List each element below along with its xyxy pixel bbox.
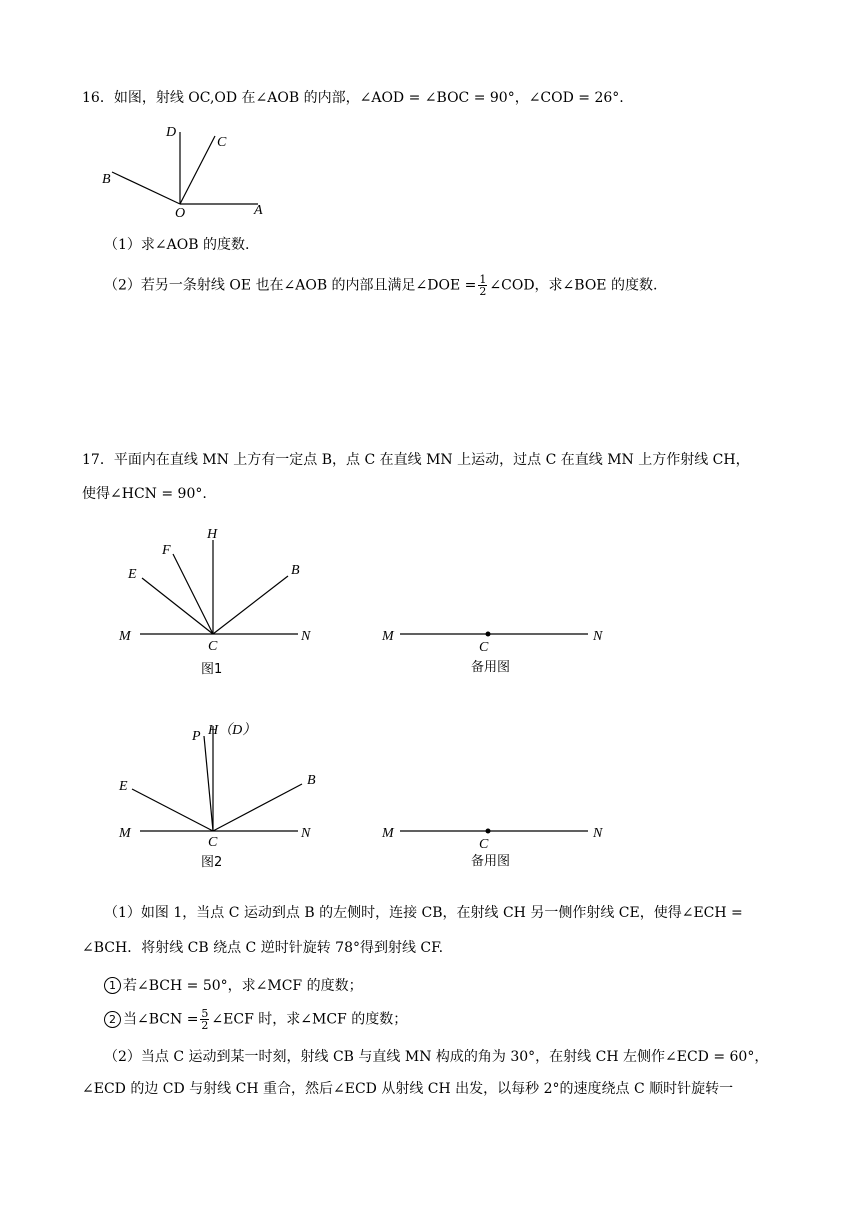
caption-fig2: 图2 (201, 855, 223, 870)
label-c: C (208, 639, 218, 654)
label-m: M (382, 629, 394, 644)
ray-ce (142, 578, 213, 634)
q17-figure1 (112, 520, 322, 680)
q16-part2-a: （2）若另一条射线 OE 也在∠AOB 的内部且满足∠DOE = (104, 277, 477, 294)
q17-sub2-b: ∠ECF 时，求∠MCF 的度数； (211, 1011, 408, 1028)
q16-stem: 16．如图，射线 OC,OD 在∠AOB 的内部，∠AOD = ∠BOC = 90°，∠COD = 26°. (82, 90, 624, 106)
circled-number-2: 2 (104, 1011, 121, 1028)
label-d: D (166, 125, 177, 140)
ray-cf (173, 554, 213, 634)
point-c (486, 829, 491, 834)
q17-p1-line1: （1）如图 1，当点 C 运动到点 B 的左侧时，连接 CB，在射线 CH 另一侧作射线 CE，使得∠ECH = (104, 905, 743, 921)
label-m: M (382, 826, 394, 841)
fraction-num: 1 (479, 273, 487, 286)
q17-sub1-text: 若∠BCH = 50°，求∠MCF 的度数； (123, 978, 363, 994)
label-o: O (175, 206, 186, 221)
q17-spare2 (378, 817, 618, 877)
label-n: N (301, 629, 311, 644)
ray-oc (180, 136, 215, 204)
point-c (486, 632, 491, 637)
label-h: H (207, 527, 218, 542)
label-hd: H（D） (208, 723, 257, 738)
label-m: M (119, 826, 131, 841)
label-c: C (208, 835, 218, 850)
ray-ob (112, 172, 180, 204)
label-a: A (254, 203, 263, 218)
q17-p2-line1: （2）当点 C 运动到某一时刻，射线 CB 与直线 MN 构成的角为 30°，在射线 CH 左侧作∠ECD = 60°， (104, 1049, 769, 1065)
q17-figure2 (112, 716, 322, 876)
ray-cb (213, 784, 302, 831)
label-n: N (593, 826, 603, 841)
q17-stem-line1: 17．平面内在直线 MN 上方有一定点 B，点 C 在直线 MN 上运动，过点 C 在直线 MN 上方作射线 CH， (82, 452, 750, 468)
label-n: N (301, 826, 311, 841)
q17-spare1 (378, 620, 618, 680)
label-f: F (162, 543, 171, 558)
q17-sub2-a: 当∠BCN = (123, 1011, 199, 1028)
ray-ce (132, 789, 213, 831)
caption-fig1: 图1 (201, 662, 223, 677)
fraction-half (478, 274, 487, 297)
label-n: N (593, 629, 603, 644)
caption-spare2: 备用图 (471, 854, 511, 869)
ray-cb (213, 576, 288, 634)
label-c: C (479, 837, 489, 852)
q17-stem-line2: 使得∠HCN = 90°. (82, 486, 207, 502)
q17-p2-line2: ∠ECD 的边 CD 与射线 CH 重合，然后∠ECD 从射线 CH 出发，以每秒 2°的速度绕点 C 顺时针旋转一 (82, 1081, 734, 1097)
q17-sub2 (104, 1008, 407, 1031)
label-b: B (291, 563, 300, 578)
caption-spare1: 备用图 (471, 660, 511, 675)
q16-figure (96, 120, 276, 220)
label-c: C (479, 640, 489, 655)
fraction-den: 2 (479, 285, 487, 298)
circled-number-1: 1 (104, 977, 121, 994)
ray-cp (204, 736, 213, 831)
label-b: B (307, 773, 316, 788)
q16-part1: （1）求∠AOB 的度数. (104, 237, 250, 253)
q17-sub1 (104, 976, 363, 996)
label-e: E (128, 567, 137, 582)
q17-p1-line2: ∠BCH．将射线 CB 绕点 C 逆时针旋转 78°得到射线 CF. (82, 940, 444, 956)
fraction-num: 5 (201, 1007, 209, 1020)
fraction-den: 2 (201, 1019, 209, 1032)
label-e: E (119, 779, 128, 794)
q16-part2-b: ∠COD，求∠BOE 的度数. (489, 277, 658, 294)
label-p: P (192, 729, 201, 744)
fraction-five-halves (200, 1008, 209, 1031)
q16-part2 (104, 274, 657, 297)
label-b: B (102, 172, 111, 187)
label-c: C (217, 135, 227, 150)
label-m: M (119, 629, 131, 644)
